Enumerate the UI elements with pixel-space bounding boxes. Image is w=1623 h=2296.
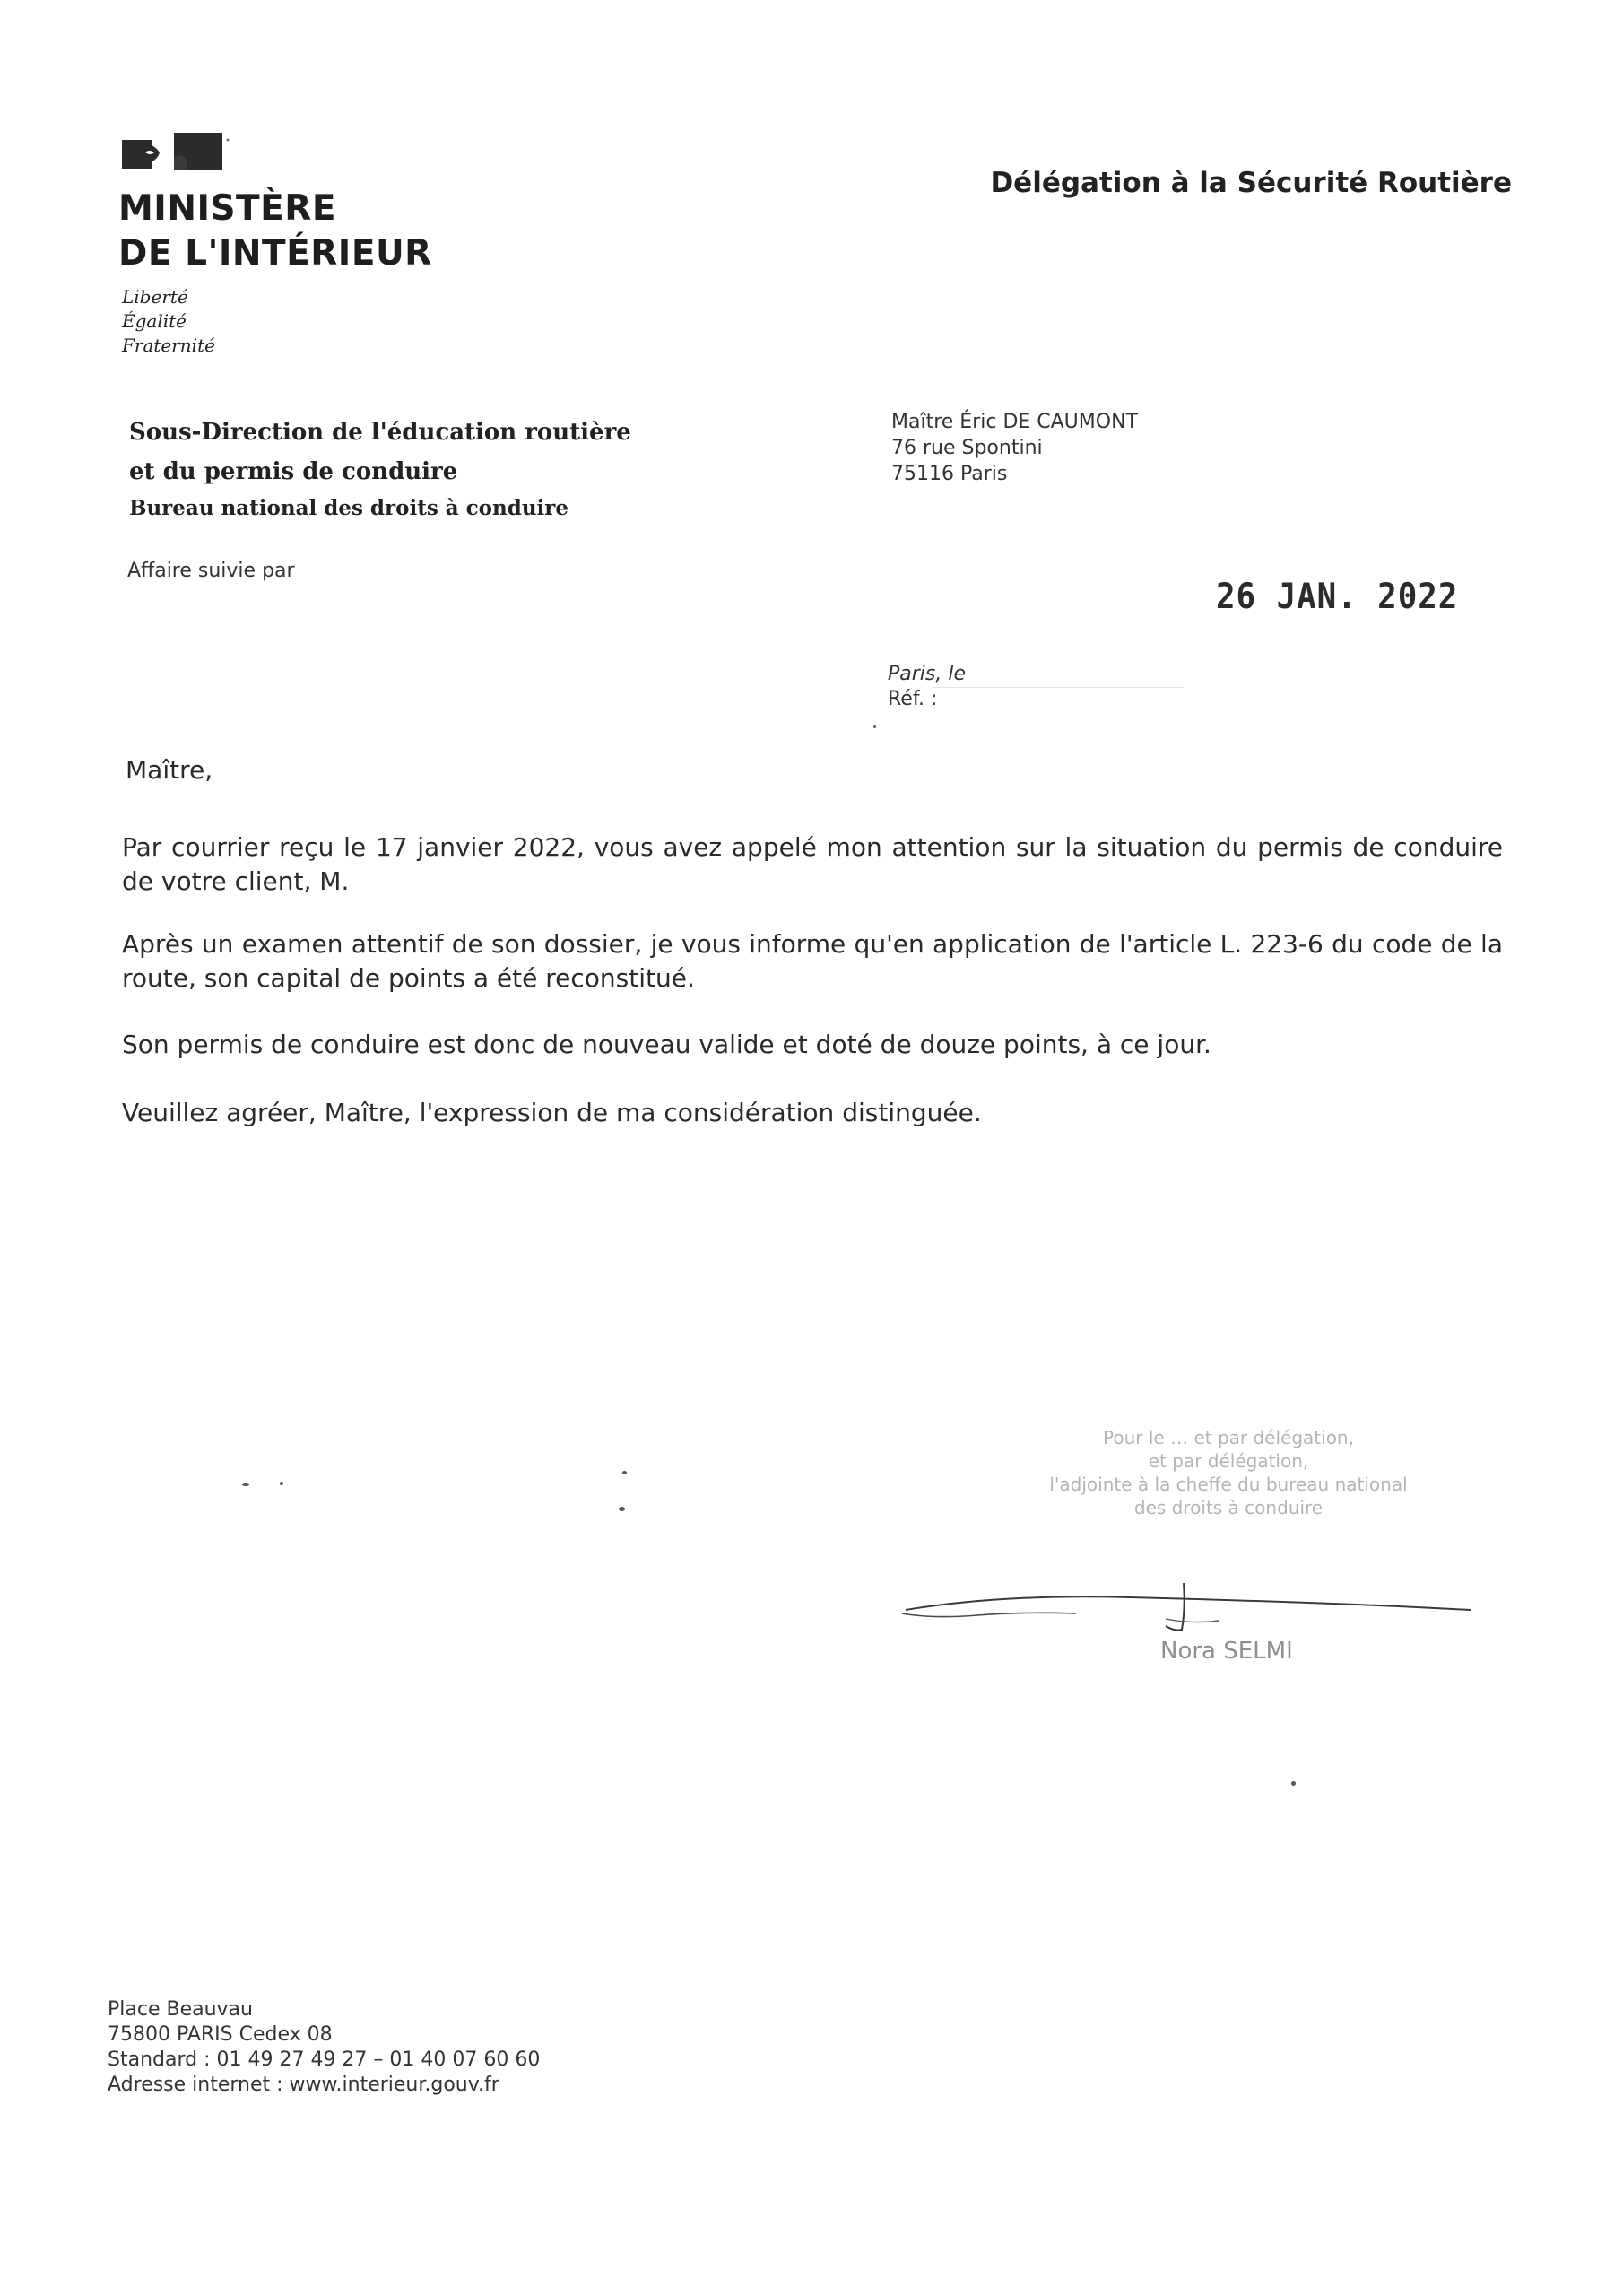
department-bureau: Bureau national des droits à conduire xyxy=(129,496,569,520)
salutation: Maître, xyxy=(126,755,213,785)
recipient-address xyxy=(891,409,1138,487)
signature-stamp xyxy=(977,1426,1480,1519)
scan-speck xyxy=(1291,1781,1296,1786)
date-stamp: 26 JAN. 2022 xyxy=(1216,577,1459,617)
paragraph-4: Veuillez agréer, Maître, l'expression de ma considération distinguée. xyxy=(122,1098,982,1127)
scan-speck xyxy=(242,1483,249,1486)
department-line2: et du permis de conduire xyxy=(129,458,458,485)
signature-stamp-line3: l'adjointe à la cheffe du bureau national xyxy=(1049,1474,1408,1495)
footer-phone: Standard : 01 49 27 49 27 – 01 40 07 60 60 xyxy=(108,2048,541,2071)
reference-label: Réf. : xyxy=(888,688,938,710)
ministry-title xyxy=(118,187,432,276)
ministry-title-line2: DE L'INTÉRIEUR xyxy=(118,233,432,274)
marianne-logo-icon xyxy=(122,133,233,172)
followed-by-label: Affaire suivie par xyxy=(127,560,295,582)
recipient-name: Maître Éric DE CAUMONT xyxy=(891,411,1138,433)
footer-website: Adresse internet : www.interieur.gouv.fr xyxy=(108,2074,499,2096)
scan-speck xyxy=(873,725,876,728)
divider xyxy=(933,687,1184,688)
paragraph-3: Son permis de conduire est donc de nouveau valide et doté de douze points, à ce jour. xyxy=(122,1030,1211,1059)
signature-stamp-line1: Pour le … et par délégation, xyxy=(1103,1427,1354,1448)
footer-line2: 75800 PARIS Cedex 08 xyxy=(108,2023,333,2046)
department-block xyxy=(129,413,631,526)
scan-speck xyxy=(622,1471,627,1474)
place-date-label: Paris, le xyxy=(888,663,967,685)
delegation-heading: Délégation à la Sécurité Routière xyxy=(990,167,1512,199)
recipient-street: 76 rue Spontini xyxy=(891,437,1043,459)
scan-speck xyxy=(280,1482,283,1485)
motto-liberte: Liberté xyxy=(122,286,188,308)
signature-stamp-line2: et par délégation, xyxy=(1148,1450,1309,1472)
signer-name: Nora SELMI xyxy=(1160,1638,1293,1665)
handwritten-signature xyxy=(897,1574,1488,1646)
signature-stamp-line4: des droits à conduire xyxy=(1133,1497,1324,1518)
republic-motto xyxy=(122,285,215,358)
footer-line1: Place Beauvau xyxy=(108,1998,253,2021)
recipient-city: 75116 Paris xyxy=(891,463,1008,485)
footer-address xyxy=(108,1997,540,2098)
motto-egalite: Égalité xyxy=(122,310,187,332)
ministry-title-line1: MINISTÈRE xyxy=(118,188,336,229)
scan-speck xyxy=(619,1507,625,1511)
paragraph-2: Après un examen attentif de son dossier, je vous informe qu'en application de l'article L. 223-6 du code de la route, son capital de points a été reconstitué. xyxy=(122,929,1503,993)
motto-fraternite: Fraternité xyxy=(122,335,215,356)
paragraph-1: Par courrier reçu le 17 janvier 2022, vous avez appelé mon attention sur la situation du permis de conduire de votre client, M. xyxy=(122,832,1503,896)
department-line1: Sous-Direction de l'éducation routière xyxy=(129,419,631,446)
